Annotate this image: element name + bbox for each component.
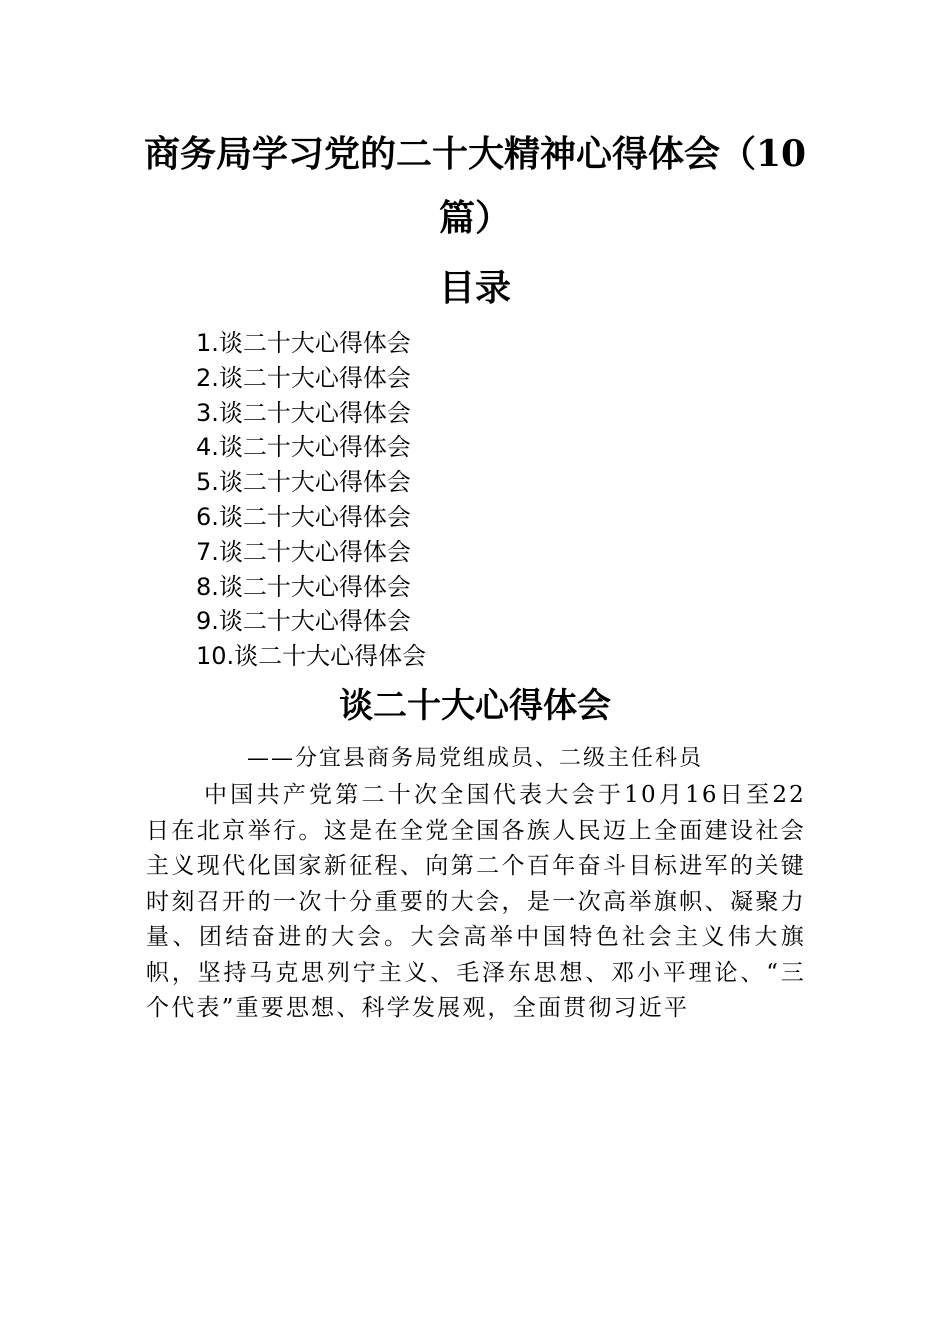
toc-item[interactable]: 5.谈二十大心得体会 xyxy=(196,468,411,497)
toc-item[interactable]: 9.谈二十大心得体会 xyxy=(196,607,411,636)
toc-item[interactable]: 10.谈二十大心得体会 xyxy=(196,642,427,671)
article-author: ——分宜县商务局党组成员、二级主任科员 xyxy=(246,746,703,771)
toc-heading: 目录 xyxy=(438,267,511,309)
toc-item[interactable]: 7.谈二十大心得体会 xyxy=(196,537,411,566)
article-title: 谈二十大心得体会 xyxy=(339,686,611,726)
toc-item[interactable]: 3.谈二十大心得体会 xyxy=(196,398,411,427)
document-title: 商务局学习党的二十大精神心得体会（10篇） xyxy=(143,133,807,239)
toc-item[interactable]: 1.谈二十大心得体会 xyxy=(196,329,411,357)
toc-item[interactable]: 6.谈二十大心得体会 xyxy=(196,502,411,531)
toc-item[interactable]: 2.谈二十大心得体会 xyxy=(196,363,411,392)
toc-list xyxy=(196,326,426,674)
toc-item[interactable]: 8.谈二十大心得体会 xyxy=(196,572,411,601)
toc-item[interactable]: 4.谈二十大心得体会 xyxy=(196,433,411,462)
article-body-paragraph: 中国共产党第二十次全国代表大会于10月16日至22日在北京举行。这是在全党全国各族人民迈上全面建设社会主义现代化国家新征程、向第二个百年奋斗目标进军的关键时刻召开的一次十分重要的大会，是一次高举旗帜、凝聚力量、团结奋进的大会。大会高举中国特色社会主义伟大旗帜，坚持马克思列宁主义、毛泽东思想、邓小平理论、“三个代表”重要思想、科学发展观，全面贯彻习近平 xyxy=(146,782,806,1021)
